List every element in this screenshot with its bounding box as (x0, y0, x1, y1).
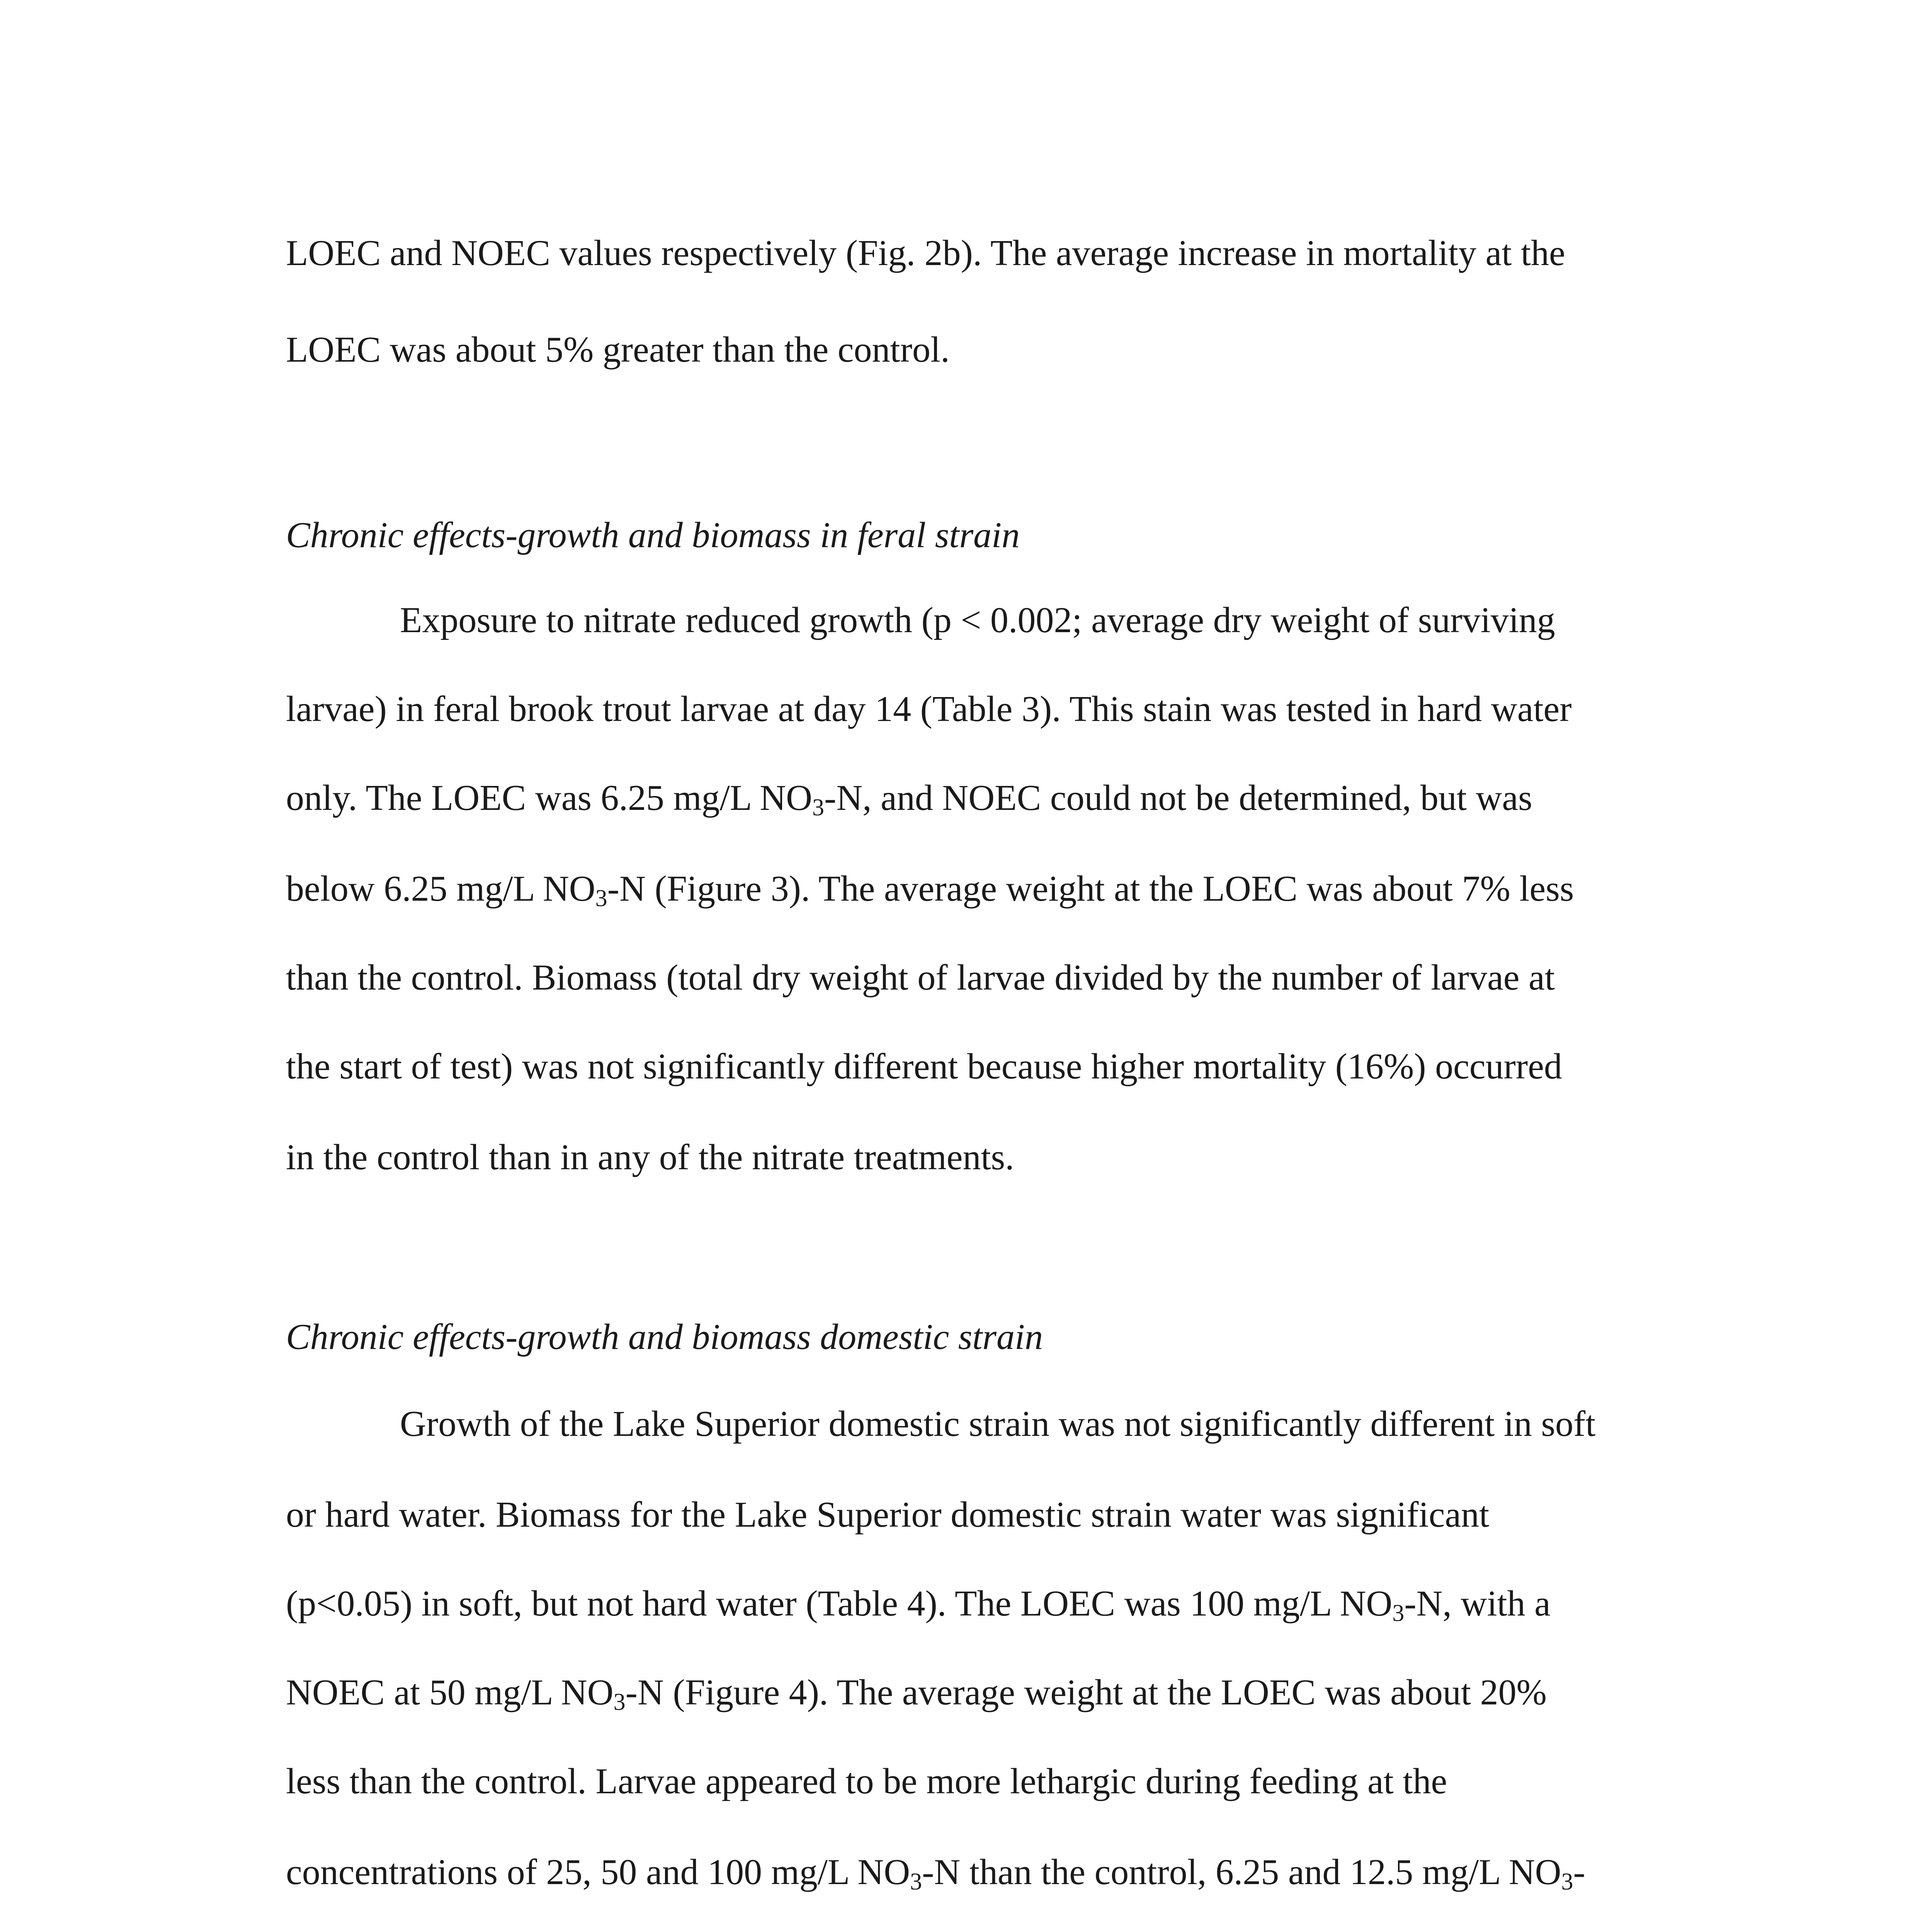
feral-line-7: in the control than in any of the nitrate treatments. (286, 1137, 1014, 1177)
feral-line-2: larvae) in feral brook trout larvae at day 14 (Table 3). This stain was tested in hard water (286, 689, 1572, 729)
section-heading-feral: Chronic effects-growth and biomass in feral strain (286, 515, 1020, 555)
domestic-line-4: NOEC at 50 mg/L $NO_3-N$ (Figure 4). The average weight at the LOEC was about 20% (286, 1672, 1547, 1715)
section-heading-domestic: Chronic effects-growth and biomass domestic strain (286, 1317, 1043, 1357)
feral-line-1: Exposure to nitrate reduced growth (p < 0.002; average dry weight of surviving (400, 600, 1555, 640)
feral-line-3: only. The LOEC was 6.25 mg/L $NO_3-N$, and NOEC could not be determined, but was (286, 778, 1532, 821)
domestic-line-5: less than the control. Larvae appeared to be more lethargic during feeding at the (286, 1761, 1447, 1801)
paragraph-1-line-2: LOEC was about 5% greater than the control. (286, 330, 950, 370)
feral-line-5: than the control. Biomass (total dry weight of larvae divided by the number of larvae at (286, 957, 1555, 998)
domestic-line-2: or hard water. Biomass for the Lake Superior domestic strain water was significant (286, 1495, 1490, 1535)
domestic-line-1: Growth of the Lake Superior domestic strain was not significantly different in soft (400, 1404, 1596, 1444)
feral-line-6: the start of test) was not significantly different because higher mortality (16%) occurred (286, 1046, 1562, 1087)
paragraph-1-line-1: LOEC and NOEC values respectively (Fig. 2b). The average increase in mortality at the (286, 233, 1565, 273)
domestic-line-6: concentrations of 25, 50 and 100 mg/L $NO_3-N$ than the control, 6.25 and 12.5 mg/L $NO_3-$ (286, 1852, 1585, 1895)
feral-line-4: below 6.25 mg/L $NO_3-N$ (Figure 3). The average weight at the LOEC was about 7% less (286, 869, 1574, 912)
domestic-line-3: (p<0.05) in soft, but not hard water (Table 4). The LOEC was 100 mg/L $NO_3-N$, with a (286, 1583, 1551, 1626)
